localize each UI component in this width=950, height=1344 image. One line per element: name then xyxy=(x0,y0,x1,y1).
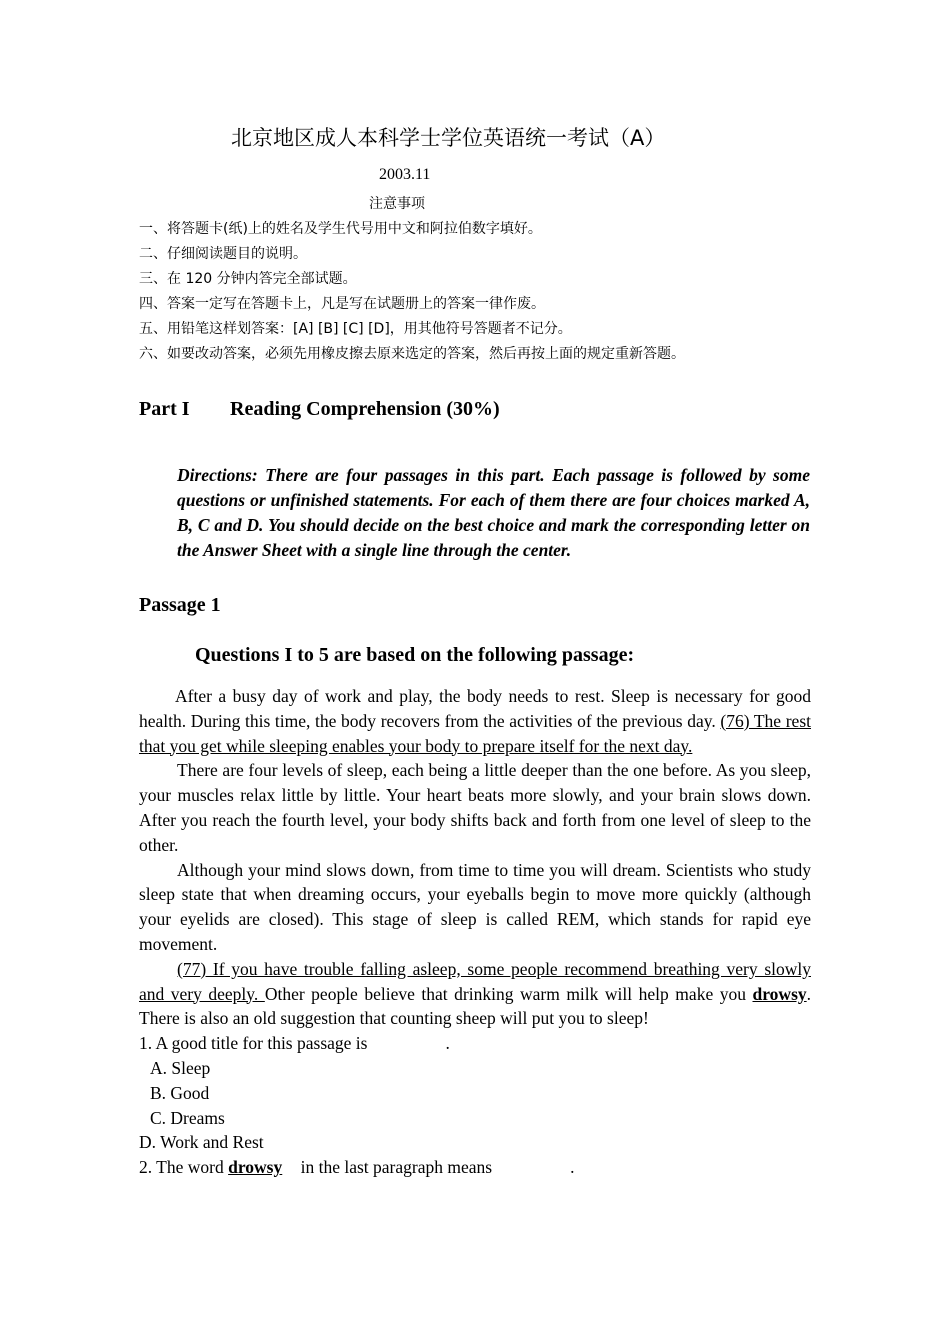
translation-sentence-77: (77) If you have trouble falling asleep, some people recommend breathing very slowly and very deeply. xyxy=(139,958,811,1004)
question-2-stem-b: in the last paragraph means xyxy=(296,1157,493,1178)
exam-date: 2003.11 xyxy=(379,166,431,183)
keyword-drowsy: drowsy xyxy=(228,1157,283,1178)
option-a: A. Sleep xyxy=(150,1057,211,1078)
directions-text: Directions: There are four passages in this part. Each passage is followed by some questions or unfinished statements. For each of them there are four choices marked A, B, C and D. You should decide on the best choice and mark the corresponding letter on the Answer Sheet with a single line through the center. xyxy=(177,465,810,560)
question-1 xyxy=(139,1031,811,1056)
exam-title: 北京地区成人本科学士学位英语统一考试（A） xyxy=(231,126,666,150)
paragraph-2: There are four levels of sleep, each being a little deeper than the one before. As you sleep, your muscles relax little by little. Your heart beats more slowly, and your brain slows down. After you reach the fourth level, your body shifts back and forth from one level of sleep to the other. xyxy=(139,760,811,855)
passage-heading: Passage 1 xyxy=(139,594,221,616)
paragraph-4 xyxy=(139,957,811,1031)
passage-instruction: Questions I to 5 are based on the following passage: xyxy=(195,644,635,666)
part-label: Part I xyxy=(139,398,190,420)
option-c: C. Dreams xyxy=(150,1107,225,1128)
passage-body xyxy=(139,684,811,1180)
notes-heading: 注意事项 xyxy=(369,196,425,212)
question-2-stem-a: 2. The word xyxy=(139,1157,229,1178)
note-item: 六、如要改动答案，必须先用橡皮擦去原来选定的答案，然后再按上面的规定重新答题。 xyxy=(139,346,685,362)
note-item: 三、在 120 分钟内答完全部试题。 xyxy=(139,271,357,287)
paragraph-4-text-a: Other people believe that drinking warm milk will help make you xyxy=(264,983,753,1004)
note-item: 五、用铅笔这样划答案：[A] [B] [C] [D]，用其他符号答题者不记分。 xyxy=(139,321,572,337)
note-item: 二、仔细阅读题目的说明。 xyxy=(139,246,307,262)
part-title: Reading Comprehension (30%) xyxy=(230,398,500,420)
translation-sentence-76: (76) The rest that you get while sleeping enables your body to prepare itself for the next day. xyxy=(139,710,811,756)
directions xyxy=(139,463,810,563)
paragraph-4-text-b: . There is also an old suggestion that counting sheep will put you to sleep! xyxy=(139,983,812,1029)
note-item: 四、答案一定写在答题卡上，凡是写在试题册上的答案一律作废。 xyxy=(139,296,545,312)
paragraph-1-text: After a busy day of work and play, the body needs to rest. Sleep is necessary for good health. During this time, the body recovers from the activities of the previous day. xyxy=(139,686,811,731)
question-2-end: . xyxy=(570,1157,575,1178)
paragraph-1 xyxy=(139,684,811,758)
question-1-end: . xyxy=(445,1033,450,1054)
note-item: 一、将答题卡(纸)上的姓名及学生代号用中文和阿拉伯数字填好。 xyxy=(139,221,542,237)
keyword-drowsy: drowsy xyxy=(752,983,807,1004)
question-1-stem: 1. A good title for this passage is xyxy=(139,1033,368,1054)
option-d: D. Work and Rest xyxy=(139,1132,264,1153)
question-2 xyxy=(139,1155,811,1180)
option-b: B. Good xyxy=(150,1082,210,1103)
paragraph-3: Although your mind slows down, from time to time you will dream. Scientists who study sleep state that when dreaming occurs, your eyeballs begin to move more quickly (although your eyelids are closed). This stage of sleep is called REM, which stands for rapid eye movement. xyxy=(139,859,811,954)
